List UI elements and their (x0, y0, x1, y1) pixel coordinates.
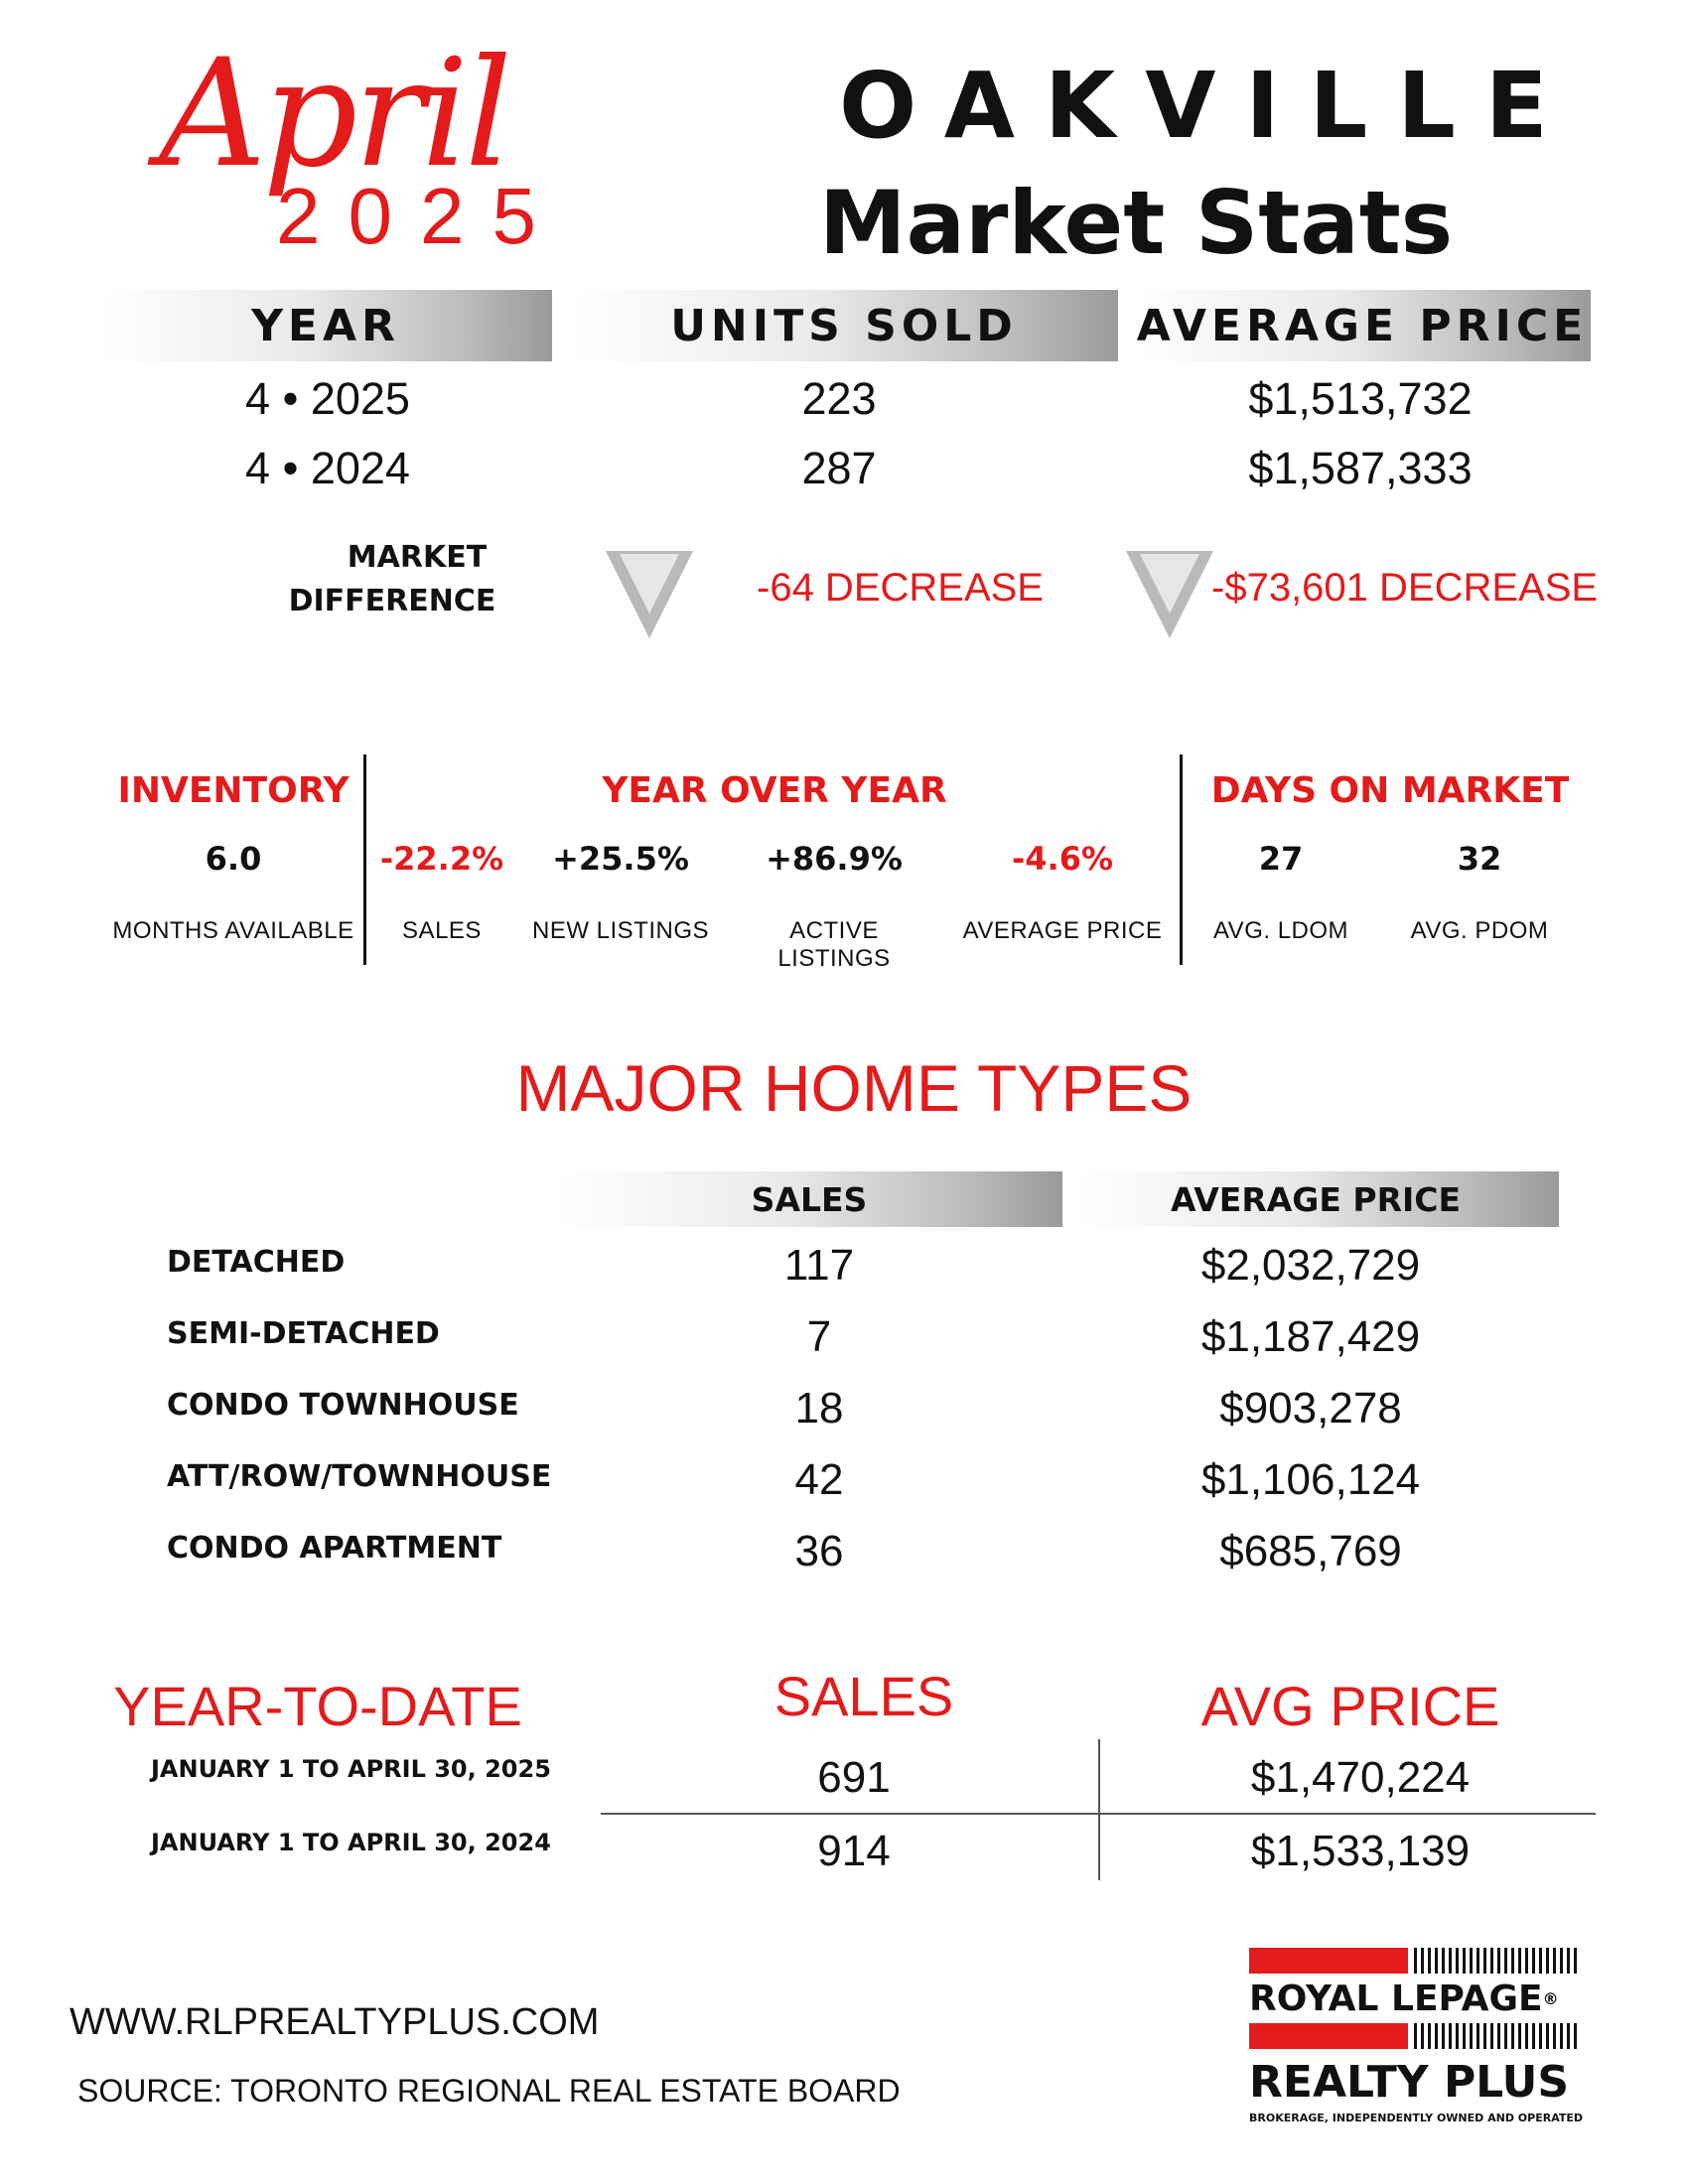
inventory-label: MONTHS AVAILABLE (112, 917, 354, 944)
dom-pdom-value: 32 (1457, 840, 1502, 878)
ytd-column-divider (1098, 1739, 1100, 1880)
yoy-active-listings-label: ACTIVE LISTINGS (777, 917, 891, 972)
ytd-price-2024: $1,533,139 (1250, 1827, 1471, 1875)
summary-price-2025: $1,513,732 (1248, 373, 1473, 424)
logo-trademark: ® (1542, 1989, 1559, 2008)
divider-right (1180, 754, 1183, 965)
logo-tagline: BROKERAGE, INDEPENDENTLY OWNED AND OPERATED (1249, 2112, 1583, 2124)
summary-units-2025: 223 (801, 373, 877, 424)
dom-title: DAYS ON MARKET (1210, 770, 1570, 811)
logo-red-bar (1249, 1948, 1408, 1974)
home-type-label: CONDO TOWNHOUSE (167, 1388, 519, 1423)
market-label-line1: MARKET (347, 540, 488, 575)
logo-red-bar-bottom (1249, 2023, 1408, 2049)
yoy-new-listings-value: +25.5% (552, 840, 689, 878)
header-year: YEAR (99, 290, 552, 361)
summary-year-2024: 4 • 2024 (245, 443, 410, 493)
inventory-title: INVENTORY (117, 770, 350, 811)
home-type-label: CONDO APARTMENT (167, 1531, 502, 1566)
website-link[interactable]: WWW.RLPREALTYPLUS.COM (70, 2001, 600, 2043)
yoy-active-listings-value: +86.9% (766, 840, 903, 878)
ytd-sales-2025: 691 (817, 1753, 891, 1802)
home-type-price: $1,187,429 (1200, 1312, 1421, 1361)
home-types-title: MAJOR HOME TYPES (515, 1051, 1193, 1125)
home-type-label: ATT/ROW/TOWNHOUSE (167, 1459, 552, 1494)
home-type-sales: 42 (794, 1455, 844, 1504)
dom-ldom-value: 27 (1258, 840, 1304, 878)
home-type-sales: 18 (794, 1384, 844, 1433)
home-type-price: $1,106,124 (1200, 1455, 1421, 1504)
ytd-label-2024: JANUARY 1 TO APRIL 30, 2024 (151, 1829, 551, 1856)
decrease-arrow-icon-highlight (620, 554, 679, 614)
logo-top-stripe (1249, 1948, 1581, 1974)
logo-barcode-icon-bottom (1414, 2023, 1581, 2049)
royal-lepage-logo (1249, 1948, 1581, 2156)
yoy-sales-value: -22.2% (379, 840, 504, 878)
home-type-label: DETACHED (167, 1245, 346, 1280)
home-type-price: $903,278 (1219, 1384, 1402, 1433)
yoy-average-price-label: AVERAGE PRICE (962, 917, 1163, 944)
ytd-label-2025: JANUARY 1 TO APRIL 30, 2025 (151, 1755, 551, 1783)
divider-left (363, 754, 366, 965)
logo-bottom-stripe (1249, 2023, 1581, 2049)
ytd-price-2025: $1,470,224 (1250, 1753, 1471, 1802)
ytd-sales-2024: 914 (817, 1827, 891, 1875)
dom-ldom-label: AVG. LDOM (1212, 917, 1349, 944)
summary-units-2024: 287 (801, 443, 877, 493)
logo-brand (1249, 1976, 1581, 2023)
ytd-price-header: AVG PRICE (1200, 1675, 1500, 1737)
month-script-title: April (159, 28, 508, 201)
decrease-arrow-icon-price-highlight (1140, 554, 1199, 614)
logo-barcode-icon (1414, 1948, 1581, 1974)
market-label-line2: DIFFERENCE (288, 584, 496, 618)
yoy-new-listings-label: NEW LISTINGS (531, 917, 710, 944)
home-types-header-price: AVERAGE PRICE (1072, 1171, 1559, 1227)
year-title: 2025 (276, 172, 564, 260)
home-type-sales: 36 (794, 1527, 844, 1575)
page-subtitle: Market Stats (819, 172, 1454, 274)
units-difference: -64 DECREASE (757, 566, 1044, 610)
summary-price-2024: $1,587,333 (1248, 443, 1473, 493)
inventory-value: 6.0 (205, 840, 262, 878)
market-difference-label (288, 536, 496, 623)
logo-realty-plus: REALTY PLUS (1249, 2057, 1570, 2108)
price-difference: -$73,601 DECREASE (1211, 566, 1599, 610)
ytd-title: YEAR-TO-DATE (113, 1675, 522, 1737)
home-type-sales: 7 (806, 1312, 832, 1361)
home-type-sales: 117 (783, 1241, 855, 1290)
header-units-sold: UNITS SOLD (570, 290, 1118, 361)
header-average-price: AVERAGE PRICE (1134, 290, 1591, 361)
yoy-average-price-value: -4.6% (1011, 840, 1114, 878)
summary-year-2025: 4 • 2025 (245, 373, 410, 424)
home-type-price: $2,032,729 (1200, 1241, 1421, 1290)
yoy-title: YEAR OVER YEAR (602, 770, 947, 811)
source-text: SOURCE: TORONTO REGIONAL REAL ESTATE BOARD (77, 2073, 901, 2109)
ytd-sales-header: SALES (774, 1665, 954, 1727)
logo-brand-text: ROYAL LEPAGE (1249, 1979, 1543, 2019)
home-type-price: $685,769 (1219, 1527, 1402, 1575)
dom-pdom-label: AVG. PDOM (1410, 917, 1549, 944)
home-types-header-sales: SALES (556, 1171, 1062, 1227)
yoy-sales-label: SALES (402, 917, 482, 944)
city-title: OAKVILLE (839, 53, 1578, 159)
home-type-label: SEMI-DETACHED (167, 1316, 440, 1351)
